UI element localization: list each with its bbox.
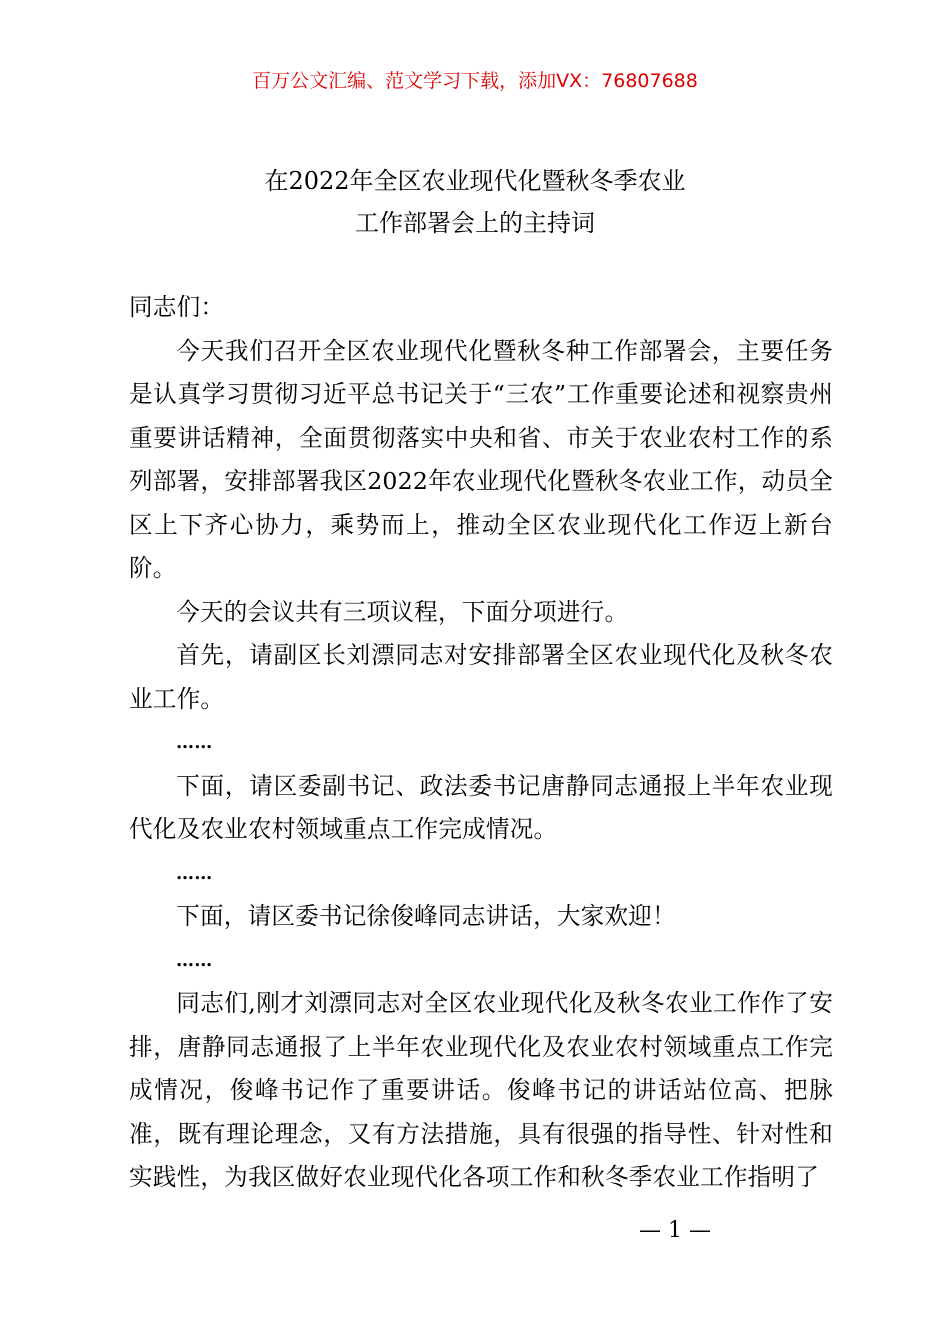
- paragraph: 下面，请区委副书记、政法委书记唐静同志通报上半年农业现代化及农业农村领域重点工作完成情况。: [129, 771, 833, 843]
- document-title: [0, 160, 950, 244]
- page-number: — 1 —: [639, 1218, 711, 1243]
- paragraph: 同志们,刚才刘漂同志对全区农业现代化及秋冬农业工作作了安排，唐静同志通报了上半年农业现代化及农业农村领域重点工作完成情况，俊峰书记作了重要讲话。俊峰书记的讲话站位高、把脉准，既有理论理念，又有方法措施，具有很强的指导性、针对性和实践性，为我区做好农业现代化各项工作和秋冬季农业工作指明了: [129, 989, 833, 1191]
- paragraph: 首先，请副区长刘漂同志对安排部署全区农业现代化及秋冬农业工作。: [129, 641, 833, 713]
- title-line-2: 工作部署会上的主持词: [355, 209, 595, 237]
- paragraph: 下面，请区委书记徐俊峰同志讲话，大家欢迎！: [176, 902, 676, 930]
- paragraph: 今天的会议共有三项议程，下面分项进行。: [176, 597, 629, 626]
- document-body: [129, 286, 833, 1200]
- salutation: 同志们：: [129, 293, 225, 321]
- ellipsis: ……: [176, 862, 213, 884]
- ellipsis: ……: [176, 732, 213, 753]
- paragraph: 今天我们召开全区农业现代化暨秋冬种工作部署会，主要任务是认真学习贯彻习近平总书记关于“三农”工作重要论述和视察贵州重要讲话精神，全面贯彻落实中央和省、市关于农业农村工作的系列部署，安排部署我区2022年农业现代化暨秋冬农业工作，动员全区上下齐心协力，乘势而上，推动全区农业现代化工作迈上新台阶。: [129, 336, 833, 582]
- ellipsis: ……: [176, 949, 213, 971]
- title-line-1: 在2022年全区农业现代化暨秋冬季农业: [264, 167, 686, 195]
- watermark-banner: 百万公文汇编、范文学习下载，添加VX：76807688: [252, 70, 698, 92]
